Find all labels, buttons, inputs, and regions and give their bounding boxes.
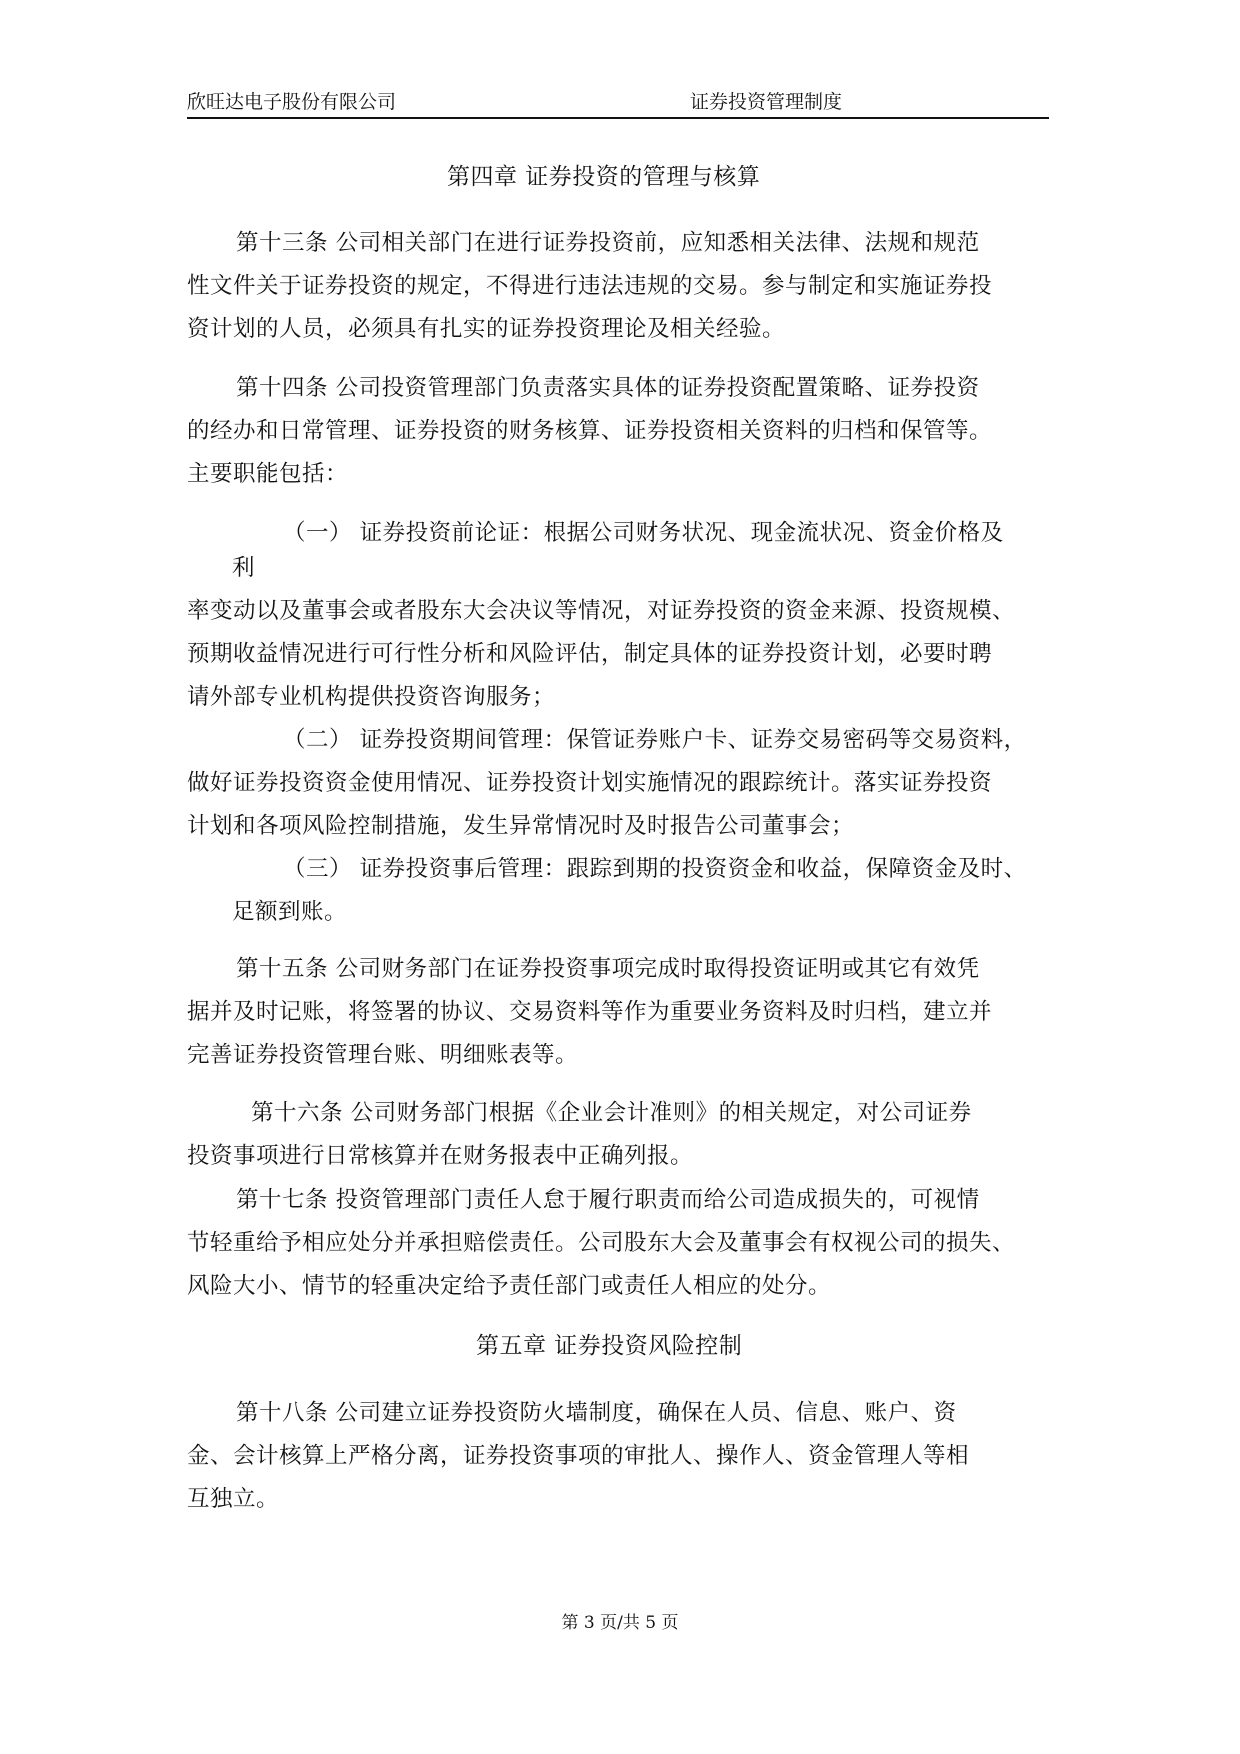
article-13-line-1: 第十三条 公司相关部门在进行证券投资前，应知悉相关法律、法规和规范 xyxy=(236,230,980,256)
article-14-line-3: 主要职能包括： xyxy=(187,461,349,487)
article-13-line-2: 性文件关于证券投资的规定，不得进行违法违规的交易。参与制定和实施证券投 xyxy=(187,273,993,299)
article-14-item-1-line-2: 利 xyxy=(232,555,256,581)
article-18-line-2: 金、会计核算上严格分离，证券投资事项的审批人、操作人、资金管理人等相 xyxy=(187,1443,970,1469)
article-14-item-3-line-1: （三） 证券投资事后管理：跟踪到期的投资资金和收益，保障资金及时、 xyxy=(283,856,1027,882)
article-14-item-1-line-4: 预期收益情况进行可行性分析和风险评估，制定具体的证券投资计划，必要时聘 xyxy=(187,641,993,667)
article-18-line-3: 互独立。 xyxy=(187,1486,280,1512)
article-17-line-2: 节轻重给予相应处分并承担赔偿责任。公司股东大会及董事会有权视公司的损失、 xyxy=(187,1230,1016,1256)
article-16-line-1: 第十六条 公司财务部门根据《企业会计准则》的相关规定，对公司证券 xyxy=(251,1100,972,1126)
article-14-line-2: 的经办和日常管理、证券投资的财务核算、证券投资相关资料的归档和保管等。 xyxy=(187,418,993,444)
article-14-line-1: 第十四条 公司投资管理部门负责落实具体的证券投资配置策略、证券投资 xyxy=(236,375,980,401)
article-13-line-3: 资计划的人员，必须具有扎实的证券投资理论及相关经验。 xyxy=(187,316,786,342)
header-divider xyxy=(187,117,1049,119)
chapter-5-heading: 第五章 证券投资风险控制 xyxy=(476,1333,743,1359)
chapter-4-heading: 第四章 证券投资的管理与核算 xyxy=(447,164,761,190)
article-18-line-1: 第十八条 公司建立证券投资防火墙制度，确保在人员、信息、账户、资 xyxy=(236,1400,957,1426)
article-17-line-1: 第十七条 投资管理部门责任人怠于履行职责而给公司造成损失的，可视情 xyxy=(236,1187,980,1213)
article-15-line-1: 第十五条 公司财务部门在证券投资事项完成时取得投资证明或其它有效凭 xyxy=(236,956,980,982)
article-14-item-3-line-2: 足额到账。 xyxy=(232,899,348,925)
article-16-line-2: 投资事项进行日常核算并在财务报表中正确列报。 xyxy=(187,1143,694,1169)
article-14-item-2-line-2: 做好证券投资资金使用情况、证券投资计划实施情况的跟踪统计。落实证券投资 xyxy=(187,770,993,796)
header-document-title: 证券投资管理制度 xyxy=(690,91,843,113)
article-15-line-3: 完善证券投资管理台账、明细账表等。 xyxy=(187,1042,579,1068)
article-15-line-2: 据并及时记账，将签署的协议、交易资料等作为重要业务资料及时归档，建立并 xyxy=(187,999,993,1025)
header-company-name: 欣旺达电子股份有限公司 xyxy=(187,91,397,113)
article-14-item-1-line-1: （一） 证券投资前论证：根据公司财务状况、现金流状况、资金价格及 xyxy=(283,520,1004,546)
article-14-item-2-line-1: （二） 证券投资期间管理：保管证券账户卡、证券交易密码等交易资料， xyxy=(283,727,1027,753)
article-17-line-3: 风险大小、情节的轻重决定给予责任部门或责任人相应的处分。 xyxy=(187,1273,832,1299)
article-14-item-1-line-5: 请外部专业机构提供投资咨询服务； xyxy=(187,684,556,710)
article-14-item-1-line-3: 率变动以及董事会或者股东大会决议等情况，对证券投资的资金来源、投资规模、 xyxy=(187,598,1016,624)
page-number-footer: 第 3 页/共 5 页 xyxy=(561,1613,679,1633)
article-14-item-2-line-3: 计划和各项风险控制措施，发生异常情况时及时报告公司董事会； xyxy=(187,813,855,839)
